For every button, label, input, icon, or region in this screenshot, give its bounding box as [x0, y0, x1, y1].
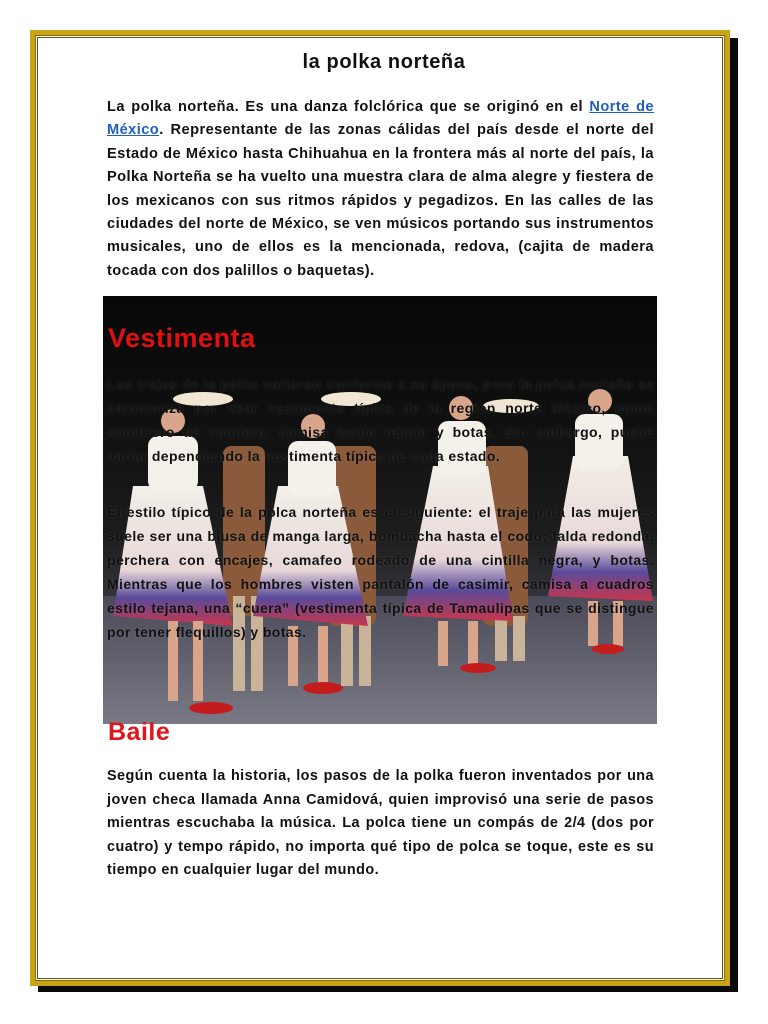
norte-de-mexico-link[interactable]: Norte de México — [107, 99, 654, 139]
baile-heading: Baile — [108, 718, 171, 746]
intro-paragraph — [107, 96, 654, 300]
intro-text-start: La polka norteña. Es una danza folclórica que se originó en el — [107, 99, 590, 115]
intro-text-end: . Representante de las zonas cálidas del país desde el norte del Estado de México hasta Chihuahua en la frontera más al norte del país, la Polka Norteña se ha vuelto una muestra clara de alma alegre y fiestera de los mexicanos con sus ritmos rápidos y pegadizos. En las calles de las ciudades del norte de México, se ven músicos portando sus instrumentos musicales, uno de ellos es la mencionada, redova, (cajita de madera tocada con dos palillos o baquetas). — [107, 122, 654, 279]
baile-paragraph: Según cuenta la historia, los pasos de la polka fueron inventados por una joven checa llamada Anna Camidová, quien improvisó una serie de pasos mientras escuchaba la música. La polca tiene un compás de 2/4 (dos por cuatro) y tempo rápido, no importa qué tipo de polca se toque, este es su tiempo en cualquier lugar del mundo. — [107, 768, 654, 879]
page-title: la polka norteña — [302, 51, 466, 73]
vestimenta-paragraph-2: El estilo típico de la polca norteña es el siguiente: el traje para las mujeres suele ser una blusa de manga larga, bombacha hasta el codo; falda redonda, perchera con encajes, camafeo rodeado de una cintilla negra, y botas. Mientras que los hombres visten pantalón de casimir, camisa a cuadros estilo tejana, una “cuera” (vestimenta típica de Tamaulipas que se distingue por tener flequillos) y botas. — [107, 504, 654, 640]
vestimenta-heading: Vestimenta — [108, 323, 256, 353]
vestimenta-paragraph-1: Los trajes de la polka variaron conforme a su época, pero la polca norteña se caracteriza por usar vestimenta típica de la región norte México, como sombrero de vaquero, camisa estilo tejana y botas. Sin embargo, puede variar dependiendo la vestimenta típica de cada estado. — [107, 376, 654, 464]
